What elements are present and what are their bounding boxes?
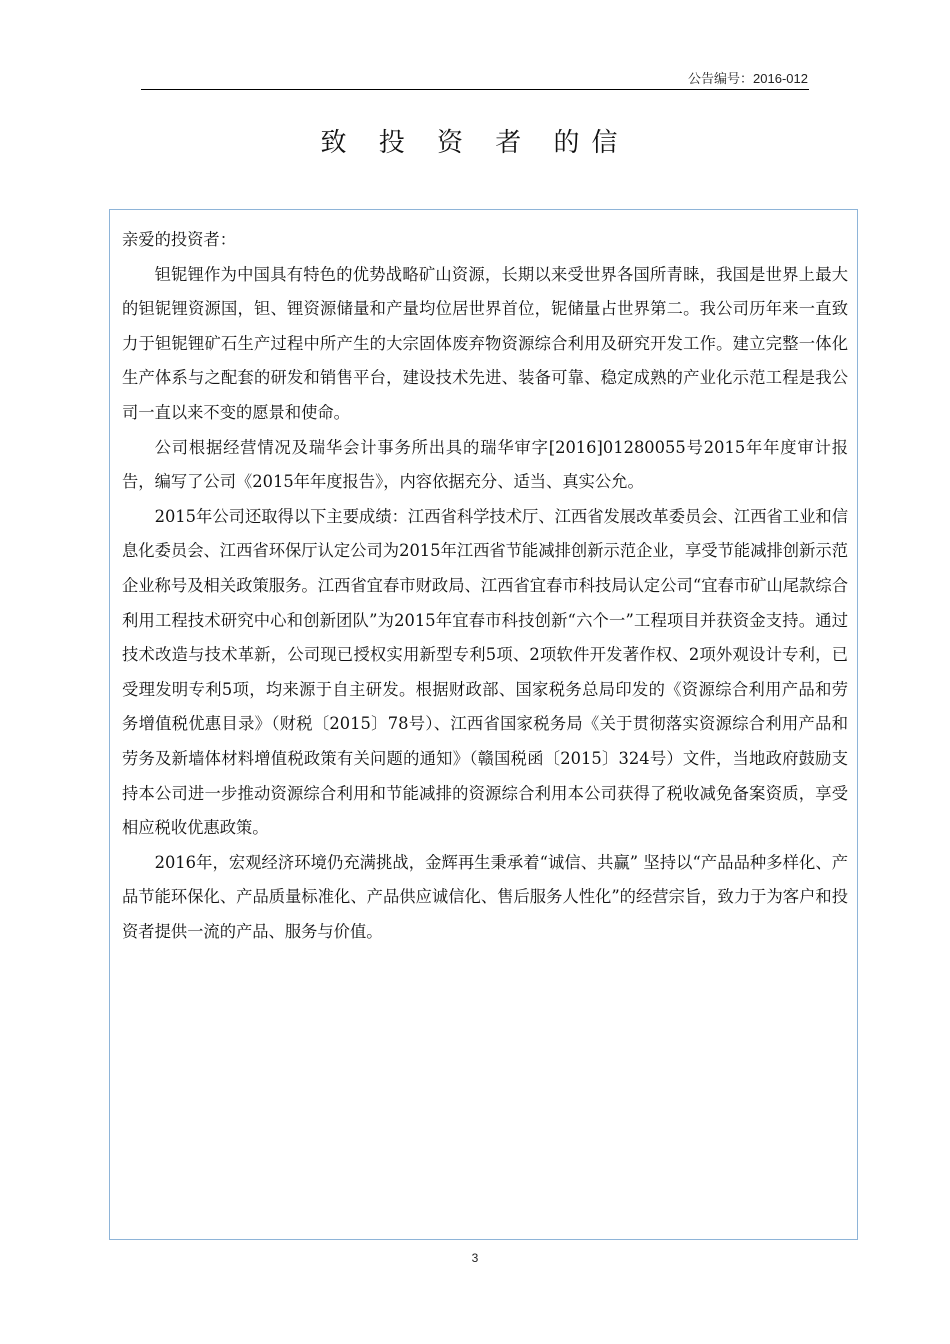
letter-paragraph-2: 公司根据经营情况及瑞华会计事务所出具的瑞华审字[2016]01280055号2015年年度审计报告，编写了公司《2015年年度报告》，内容依据充分、适当、真实公允。 [122, 437, 848, 492]
header-divider [141, 89, 809, 90]
letter-salutation: 亲爱的投资者： [122, 230, 236, 249]
letter-body [122, 223, 848, 949]
announcement-number: 公告编号：2016-012 [688, 71, 808, 86]
letter-paragraph-4: 2016年，宏观经济环境仍充满挑战，金辉再生秉承着“诚信、共赢” 坚持以“产品品种多样化、产品节能环保化、产品质量标准化、产品供应诚信化、售后服务人性化”的经营宗旨，致力于为客户和投资者提供一流的产品、服务与价值。 [122, 852, 848, 941]
letter-paragraph-1: 钽铌锂作为中国具有特色的优势战略矿山资源，长期以来受世界各国所青睐，我国是世界上最大的钽铌锂资源国，钽、锂资源储量和产量均位居世界首位，铌储量占世界第二。我公司历年来一直致力于钽铌锂矿石生产过程中所产生的大宗固体废弃物资源综合利用及研究开发工作。建立完整一体化生产体系与之配套的研发和销售平台，建设技术先进、装备可靠、稳定成熟的产业化示范工程是我公司一直以来不变的愿景和使命。 [122, 264, 848, 422]
page-number: 3 [471, 1251, 479, 1265]
letter-paragraph-3: 2015年公司还取得以下主要成绩：江西省科学技术厅、江西省发展改革委员会、江西省工业和信息化委员会、江西省环保厅认定公司为2015年江西省节能减排创新示范企业，享受节能减排创新示范企业称号及相关政策服务。江西省宜春市财政局、江西省宜春市科技局认定公司“宜春市矿山尾款综合利用工程技术研究中心和创新团队”为2015年宜春市科技创新“六个一”工程项目并获资金支持。通过技术改造与技术革新，公司现已授权实用新型专利5项、2项软件开发著作权、2项外观设计专利，已受理发明专利5项，均来源于自主研发。根据财政部、国家税务总局印发的《资源综合利用产品和劳务增值税优惠目录》（财税〔2015〕78号）、江西省国家税务局《关于贯彻落实资源综合利用产品和劳务及新墙体材料增值税政策有关问题的通知》（赣国税函〔2015〕324号）文件，当地政府鼓励支持本公司进一步推动资源综合利用和节能减排的资源综合利用本公司获得了税收减免备案资质，享受相应税收优惠政策。 [122, 506, 848, 838]
document-title: 致 投 资 者 的信 [320, 128, 630, 158]
